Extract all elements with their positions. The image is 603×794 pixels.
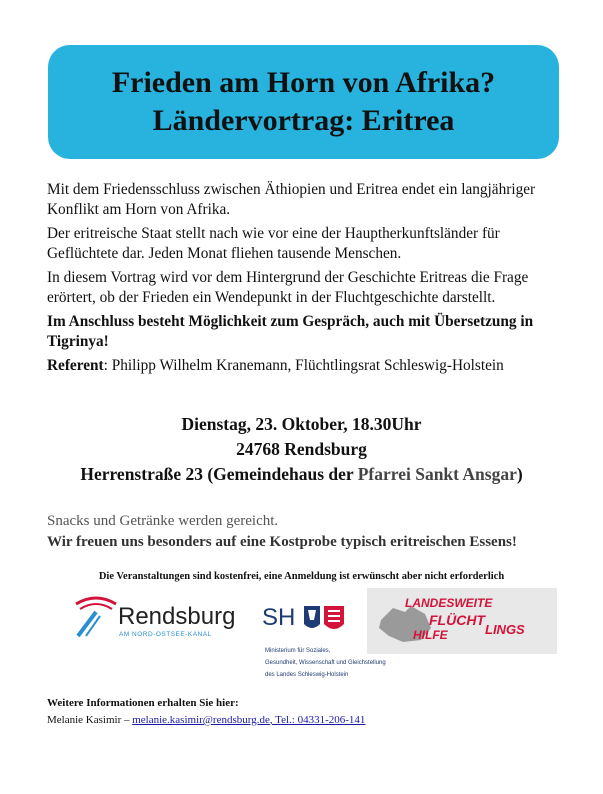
referent-label: Referent bbox=[47, 357, 104, 374]
body-text bbox=[47, 180, 567, 381]
paragraph-3: In diesem Vortrag wird vor dem Hintergrund der Geschichte Eritreas die Frage erörtert, ob der Frieden ein Wendepunkt in der Fluchtgeschichte darstellt. bbox=[47, 269, 529, 306]
lf-line-3: LINGS bbox=[485, 622, 525, 637]
event-close: ) bbox=[516, 464, 523, 484]
ministry-line-1: Ministerium für Soziales, bbox=[265, 648, 331, 654]
paragraph-4: Im Anschluss besteht Möglichkeit zum Gespräch, auch mit Übersetzung in Tigrinya! bbox=[47, 313, 534, 350]
snacks-line-2: Wir freuen uns besonders auf eine Kostprobe typisch eritreischen Essens! bbox=[47, 534, 517, 550]
lf-line-2: FLÜCHT bbox=[429, 612, 485, 628]
free-entry-notice: Die Veranstaltungen sind kostenfrei, eine Anmeldung ist erwünscht aber nicht erforderlich bbox=[98, 571, 505, 582]
title-line-2: Ländervortrag: Eritrea bbox=[152, 104, 455, 137]
phone-link[interactable]: , Tel.: 04331-206-141 bbox=[269, 714, 366, 726]
event-address bbox=[0, 462, 603, 487]
ministry-line-3: des Landes Schleswig-Holstein bbox=[265, 672, 349, 678]
referent-line bbox=[47, 356, 567, 376]
rendsburg-bridge-icon bbox=[74, 590, 118, 640]
title-banner bbox=[48, 45, 559, 159]
paragraph-2: Der eritreische Staat stellt nach wie vor eine der Hauptherkunftsländer für Geflüchtete dar. Jeden Monat fliehen tausende Menschen. bbox=[47, 225, 500, 262]
event-details bbox=[0, 412, 603, 487]
contact-footer bbox=[47, 695, 365, 729]
email-link[interactable]: melanie.kasimir@rendsburg.de bbox=[132, 714, 270, 726]
title-line-1: Frieden am Horn von Afrika? bbox=[111, 66, 496, 99]
footer-heading: Weitere Informationen erhalten Sie hier: bbox=[47, 697, 239, 709]
snacks-line-1: Snacks und Getränke werden gereicht. bbox=[47, 513, 279, 529]
rendsburg-logo bbox=[74, 590, 242, 640]
contact-name: Melanie Kasimir – bbox=[47, 714, 133, 726]
ministry-line-2: Gesundheit, Wissenschaft und Gleichstellung bbox=[265, 660, 386, 666]
event-date: Dienstag, 23. Oktober, 18.30Uhr bbox=[181, 414, 422, 434]
event-city: 24768 Rendsburg bbox=[236, 439, 367, 459]
paragraph-1: Mit dem Friedensschluss zwischen Äthiopien und Eritrea endet ein langjähriger Konflikt am Horn von Afrika. bbox=[47, 181, 536, 218]
lf-line-4: HILFE bbox=[413, 628, 448, 642]
rendsburg-wordmark: Rendsburg bbox=[118, 603, 236, 630]
coat-of-arms-icon bbox=[300, 602, 352, 636]
referent-text: : Philipp Wilhelm Kranemann, Flüchtlingsrat Schleswig-Holstein bbox=[103, 357, 504, 374]
landesweite-fluechtlingshilfe-logo bbox=[367, 588, 557, 654]
event-parish: Pfarrei Sankt Ansgar bbox=[357, 464, 517, 484]
snacks-note bbox=[47, 511, 587, 553]
footer-contact-line bbox=[47, 712, 365, 729]
sh-wordmark: SH bbox=[262, 604, 296, 631]
event-street: Herrenstraße 23 (Gemeindehaus der bbox=[80, 464, 358, 484]
lf-line-1: LANDESWEITE bbox=[405, 596, 493, 610]
rendsburg-subline: AM NORD-OSTSEE-KANAL bbox=[119, 631, 212, 638]
sh-ministry-logo bbox=[262, 602, 352, 636]
